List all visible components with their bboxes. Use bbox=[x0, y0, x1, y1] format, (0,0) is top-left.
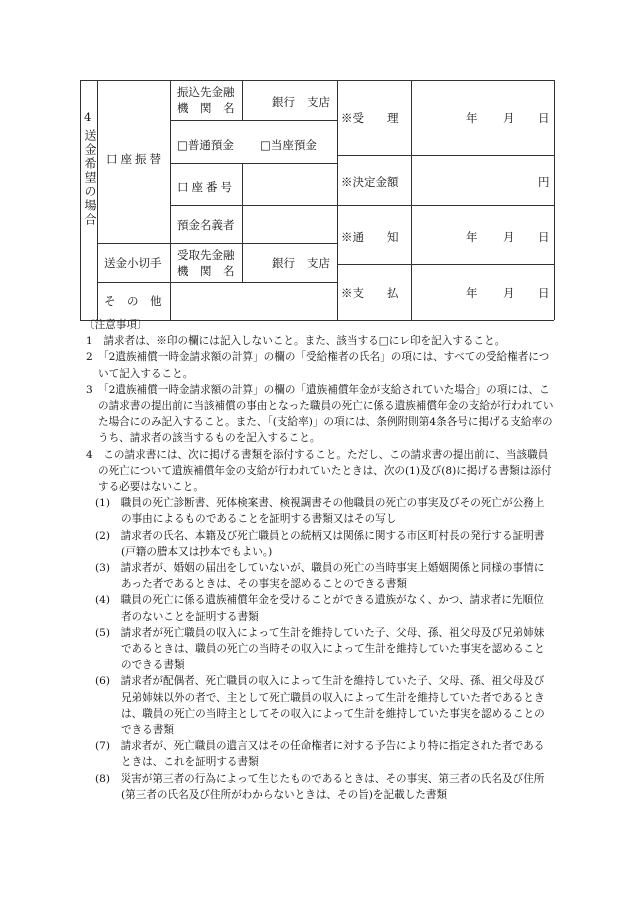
shiharai-label: ※支 払 bbox=[341, 286, 399, 300]
notes-heading: 〔注意事項〕 bbox=[84, 319, 148, 331]
juri-nen: 年 bbox=[466, 111, 478, 125]
juri-label: ※受 理 bbox=[341, 111, 399, 125]
table-border-right bbox=[554, 80, 555, 320]
table-line-r4 bbox=[97, 243, 337, 244]
note-1: 1 請求者は、※印の欄には記入しないこと。また、該当する□にレ印を記入すること。 bbox=[86, 335, 506, 348]
kettei-kingaku-label: ※決定金額 bbox=[341, 175, 399, 189]
soukin-kogitte-label: 送金小切手 bbox=[104, 256, 162, 270]
tsuchi-nen: 年 bbox=[466, 230, 478, 244]
juri-hi: 日 bbox=[538, 111, 550, 125]
toza-yokin-checkbox[interactable]: □当座預金 bbox=[260, 138, 317, 152]
kettei-en: 円 bbox=[538, 175, 550, 189]
furikomi-shiten: 支店 bbox=[307, 95, 330, 109]
row-title-vertical bbox=[81, 129, 97, 232]
note-4-item-6: (6) 請求者が配偶者、死亡職員の収入によって生計を維持していた子、父母、孫、祖父母及び兄弟姉妹以外の者で、主として死亡職員の収入によって生計を維持していた者であるときは、職員の死亡の当時主としてその収入によって生計を維持していた事実を認めることのできる書類 bbox=[95, 675, 545, 737]
note-4-item-4: (4) 職員の死亡に係る遺族補償年金を受けることができる遺族がなく、かつ、請求者に先順位者のないことを証明する書類 bbox=[95, 594, 544, 623]
table-line-col3b bbox=[242, 163, 243, 243]
furikomi-label-2: 機 関 名 bbox=[177, 101, 235, 115]
row-number: 4 bbox=[84, 110, 92, 124]
koza-furikae-label: 口座振替 bbox=[106, 152, 164, 166]
table-line-r2b bbox=[337, 205, 554, 206]
table-line-col5 bbox=[411, 80, 412, 320]
table-line-col3c bbox=[242, 243, 243, 282]
table-line-r4b bbox=[337, 264, 554, 265]
table-line-col4 bbox=[337, 80, 338, 320]
table-line-col3 bbox=[242, 80, 243, 120]
juri-tsuki: 月 bbox=[503, 111, 515, 125]
note-4-item-7: (7) 請求者が、死亡職員の遺言又はその任命権者に対する予告により特に指定された者であるときは、これを証明する書類 bbox=[95, 740, 545, 769]
notes-section bbox=[84, 317, 554, 803]
note-4-item-3: (3) 請求者が、婚姻の届出をしていないが、職員の死亡の当時事実上婚姻関係と同様の事情にあった者であるときは、その事実を認めることのできる書類 bbox=[95, 562, 545, 591]
uketori-shiten: 支店 bbox=[307, 256, 330, 270]
uketori-label-2: 機 関 名 bbox=[177, 264, 235, 278]
table-line-r1b bbox=[337, 155, 554, 156]
note-4: 4 この請求書には、次に掲げる書類を添付すること。ただし、この請求書の提出前に、当該職員の死亡について遺族補償年金の支給が行われていたときは、次の(1)及び(8)に掲げる書類は添付する必要はないこと。 bbox=[86, 448, 552, 494]
futsu-yokin-checkbox[interactable]: □普通預金 bbox=[177, 138, 234, 152]
shiharai-tsuki: 月 bbox=[503, 286, 515, 300]
uketori-ginko: 銀行 bbox=[272, 256, 295, 270]
koza-bango-label: 口座番号 bbox=[177, 180, 235, 194]
row-title-text: 送金希望の場合 bbox=[83, 129, 97, 227]
tsuchi-hi: 日 bbox=[538, 230, 550, 244]
furikomi-ginko: 銀行 bbox=[272, 95, 295, 109]
table-line-r5 bbox=[97, 282, 337, 283]
tsuchi-label: ※通 知 bbox=[341, 230, 399, 244]
note-4-item-8: (8) 災害が第三者の行為によって生じたものであるときは、その事実、第三者の氏名及び住所(第三者の氏名及び住所がわからないときは、その旨)を記載した書類 bbox=[95, 772, 545, 801]
yokin-meigi-label: 預金名義者 bbox=[177, 218, 235, 232]
table-border-top bbox=[80, 80, 554, 81]
sonota-label: そ の 他 bbox=[104, 294, 162, 308]
table-line-r3 bbox=[170, 205, 337, 206]
note-4-item-5: (5) 請求者が死亡職員の収入によって生計を維持していた子、父母、孫、祖父母及び兄弟姉妹であるときは、職員の死亡の当時その収入によって生計を維持していた事実を認めることのできる書類 bbox=[95, 626, 545, 672]
table-line-r1 bbox=[170, 120, 337, 121]
uketori-label-1: 受取先金融 bbox=[177, 248, 235, 262]
furikomi-label-1: 振込先金融 bbox=[177, 85, 235, 99]
note-2: 2 「2遺族補償一時金請求額の計算」の欄の「受給権者の氏名」の項には、すべての受給権者について記入すること。 bbox=[86, 351, 550, 380]
note-4-item-2: (2) 請求者の氏名、本籍及び死亡職員との続柄又は関係に関する市区町村長の発行する証明書(戸籍の謄本又は抄本でもよい。) bbox=[95, 529, 545, 558]
table-line-r2 bbox=[170, 163, 337, 164]
shiharai-hi: 日 bbox=[538, 286, 550, 300]
tsuchi-tsuki: 月 bbox=[503, 230, 515, 244]
note-4-item-1: (1) 職員の死亡診断書、死体検案書、検視調書その他職員の死亡の事実及びその死亡が公務上の事由によるものであることを証明する書類又はその写し bbox=[95, 497, 545, 526]
note-3: 3 「2遺族補償一時金請求額の計算」の欄の「遺族補償年金が支給されていた場合」の項には、この請求書の提出前に当該補償の事由となった職員の死亡に係る遺族補償年金の支給が行われていた場合にのみ記入すること。また、「(支給率)」の項には、条例附則第4条各号に掲げる支給率のうち、請求者の該当するものを記入すること。 bbox=[86, 383, 554, 445]
table-line-col2 bbox=[170, 80, 171, 320]
shiharai-nen: 年 bbox=[466, 286, 478, 300]
